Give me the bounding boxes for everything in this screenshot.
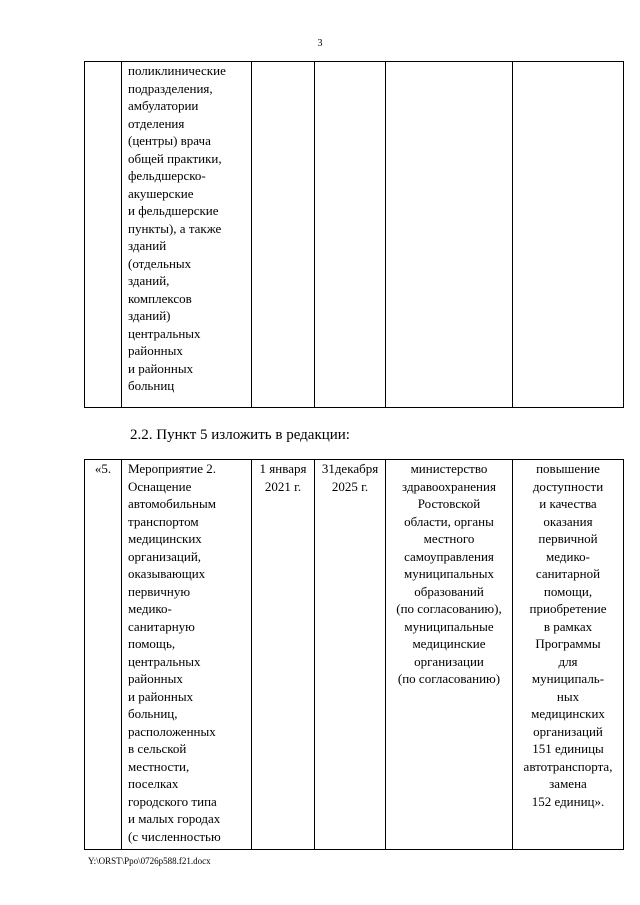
event-cell: [122, 460, 252, 850]
executor-text: министерство здравоохранения Ростовской области, органы местного самоуправления муниципальных образований (по согласованию), муниципальные медицинские организации (по согласованию): [396, 461, 502, 686]
executor-cell: [386, 460, 513, 850]
top-col6-cell: [513, 62, 624, 408]
top-col3-cell: [252, 62, 315, 408]
event-text: Мероприятие 2. Оснащение автомобильным транспортом медицинских организаций, оказывающих первичную медико- санитарную помощь, центральных районных и районных больниц, расположенных в сельской местности, поселках городского типа и малых городах (с численностью: [128, 461, 221, 844]
top-col4-cell: [315, 62, 386, 408]
top-col2-text: поликлинические подразделения, амбулатории отделения (центры) врача общей практики, фельдшерско- акушерские и фельдшерские пункты), а также зданий (отдельных зданий, комплексов зданий) центральных районных и районных больниц: [128, 63, 226, 393]
end-date-cell: [315, 460, 386, 850]
page-number: 3: [317, 38, 323, 49]
top-col5-cell: [386, 62, 513, 408]
start-date: 1 января 2021 г.: [259, 461, 307, 494]
table-top-continuation: [84, 61, 624, 408]
footer-file-path: Y:\ORST\Ppo\0726p588.f21.docx: [88, 856, 211, 866]
top-col2-cell: [122, 62, 252, 408]
end-date: 31декабря 2025 г.: [321, 461, 379, 494]
result-cell: [513, 460, 624, 850]
table-main: [84, 459, 624, 850]
section-heading: 2.2. Пункт 5 изложить в редакции:: [130, 427, 350, 443]
start-date-cell: [252, 460, 315, 850]
result-text: повышение доступности и качества оказания первичной медико- санитарной помощи, приобретение в рамках Программы для муниципаль- ных медицинских организаций 151 единицы автотранспорта, замена 152 единиц».: [523, 461, 613, 809]
row-number-cell: [85, 460, 122, 850]
top-col1-cell: [85, 62, 122, 408]
row-number: «5.: [94, 461, 112, 476]
